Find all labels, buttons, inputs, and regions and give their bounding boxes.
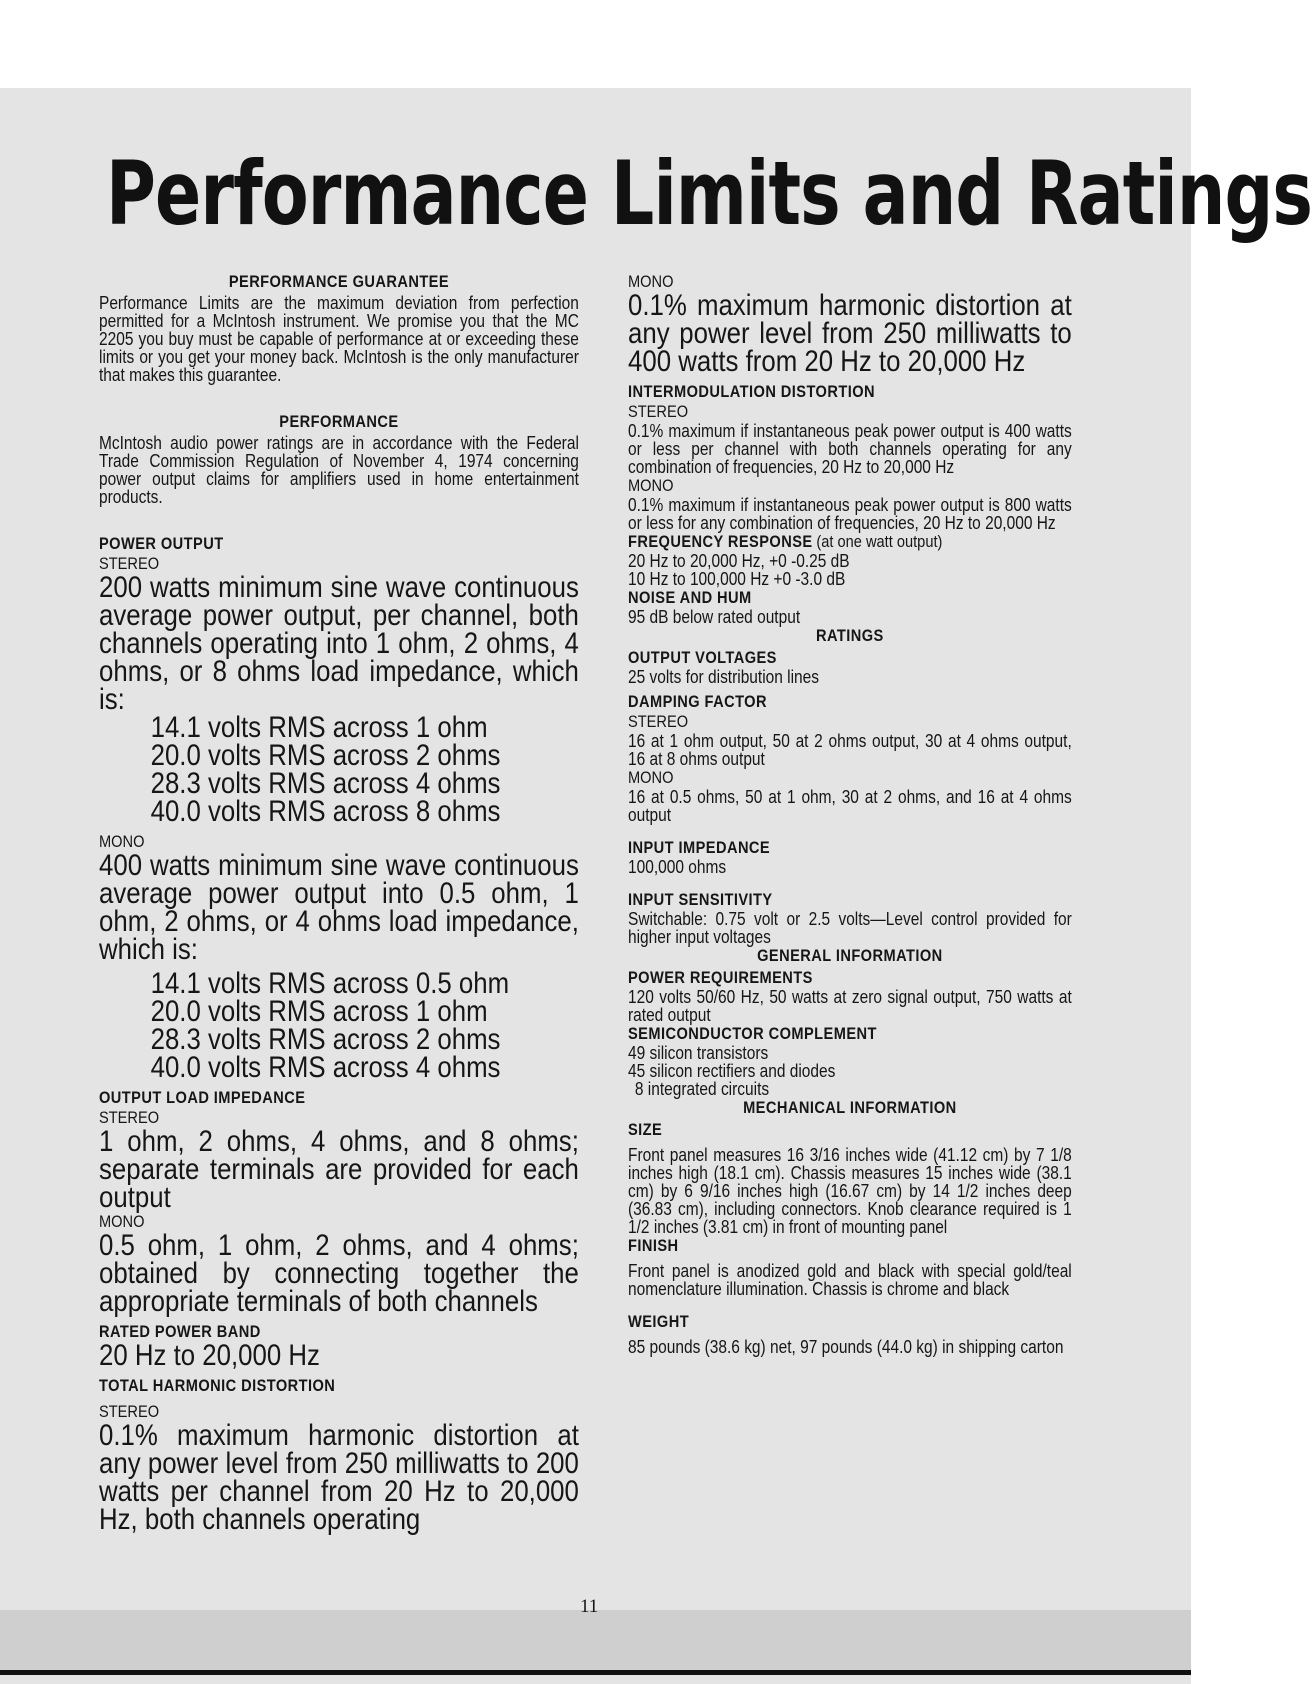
ratings-heading: RATINGS: [816, 626, 884, 645]
thd-mono-text: 0.1% maximum harmonic distortion at any power level from 250 milliwatts to 400 watts from 20 Hz to 20,000 Hz: [628, 289, 1072, 378]
load-mono-text: 0.5 ohm, 1 ohm, 2 ohms, and 4 ohms; obtained by connecting together the appropriate terminals of both channels: [99, 1229, 579, 1318]
load-stereo-text: 1 ohm, 2 ohms, 4 ohms, and 8 ohms; separate terminals are provided for each output: [99, 1125, 579, 1214]
damping-heading: DAMPING FACTOR: [628, 692, 767, 711]
stereo-power-text: 200 watts minimum sine wave continuous average power output, per channel, both channels operating into 1 ohm, 2 ohms, 4 ohms, or 8 ohms load impedance, which is:: [99, 571, 579, 716]
output-voltages-text: 25 volts for distribution lines: [628, 667, 820, 687]
size-heading: SIZE: [628, 1120, 663, 1139]
mono-power-text: 400 watts minimum sine wave continuous average power output into 0.5 ohm, 1 ohm, 2 ohms, or 4 ohms load impedance, which is:: [99, 849, 579, 966]
semiconductor-list: [628, 1044, 1072, 1098]
im-stereo-label: STEREO: [628, 402, 689, 421]
page-number: 11: [580, 1596, 599, 1617]
weight-heading: WEIGHT: [628, 1312, 690, 1331]
mono-volts-item: 40.0 volts RMS across 4 ohms: [150, 1051, 501, 1084]
mono-volts-list: [99, 967, 579, 1084]
noise-heading: NOISE AND HUM: [628, 588, 752, 607]
input-impedance-text: 100,000 ohms: [628, 857, 727, 877]
general-info-heading: GENERAL INFORMATION: [757, 946, 943, 965]
thd-mono-label: MONO: [628, 272, 674, 291]
input-sensitivity-heading: INPUT SENSITIVITY: [628, 890, 773, 909]
damping-stereo-text: 16 at 1 ohm output, 50 at 2 ohms output, 30 at 4 ohms output, 16 at 8 ohms output: [628, 731, 1072, 769]
power-band-text: 20 Hz to 20,000 Hz: [99, 1339, 320, 1372]
im-stereo-text: 0.1% maximum if instantaneous peak power output is 400 watts or less per channel with both channels operating for any combination of frequencies, 20 Hz to 20,000 Hz: [628, 421, 1072, 477]
mono-volts-item: 28.3 volts RMS across 2 ohms: [150, 1023, 501, 1056]
stereo-volts-item: 40.0 volts RMS across 8 ohms: [150, 795, 501, 828]
thd-stereo-text: 0.1% maximum harmonic distortion at any power level from 250 milliwatts to 200 watts per channel from 20 Hz to 20,000 Hz, both channels operating: [99, 1419, 579, 1536]
mono-volts-item: 20.0 volts RMS across 1 ohm: [150, 995, 488, 1028]
page-title: Performance Limits and Ratings: [106, 142, 1312, 245]
thd-heading: TOTAL HARMONIC DISTORTION: [99, 1376, 336, 1395]
performance-text: McIntosh audio power ratings are in accordance with the Federal Trade Commission Regulation of November 4, 1974 concerning power output claims for amplifiers used in home entertainment products.: [99, 433, 579, 507]
im-mono-label: MONO: [628, 476, 674, 495]
finish-text: Front panel is anodized gold and black with special gold/teal nomenclature illumination. Chassis is chrome and black: [628, 1261, 1072, 1299]
input-impedance-heading: INPUT IMPEDANCE: [628, 838, 771, 857]
output-voltages-heading: OUTPUT VOLTAGES: [628, 648, 777, 667]
freq-line: 10 Hz to 100,000 Hz +0 -3.0 dB: [628, 569, 846, 589]
guarantee-text: Performance Limits are the maximum deviation from perfection permitted for a McIntosh instrument. We promise you that the MC 2205 you buy must be capable of performance at or exceeding these limits or you get your money back. McIntosh is the only manufacturer that makes this guarantee.: [99, 293, 579, 385]
left-column: [99, 272, 579, 1534]
mechanical-info-heading: MECHANICAL INFORMATION: [743, 1098, 957, 1117]
load-stereo-label: STEREO: [99, 1108, 160, 1127]
mono-volts-item: 14.1 volts RMS across 0.5 ohm: [150, 967, 510, 1000]
semiconductor-heading: SEMICONDUCTOR COMPLEMENT: [628, 1024, 877, 1043]
load-impedance-heading: OUTPUT LOAD IMPEDANCE: [99, 1088, 306, 1107]
semiconductor-item: 45 silicon rectifiers and diodes: [628, 1061, 836, 1081]
stereo-volts-item: 14.1 volts RMS across 1 ohm: [150, 711, 488, 744]
power-output-heading: POWER OUTPUT: [99, 534, 224, 553]
finish-heading: FINISH: [628, 1236, 679, 1255]
damping-mono-label: MONO: [628, 768, 674, 787]
performance-heading: PERFORMANCE: [279, 412, 399, 431]
size-text: Front panel measures 16 3/16 inches wide (41.12 cm) by 7 1/8 inches high (18.1 cm). Chassis measures 15 inches wide (38.1 cm) by 6 9/16 inches high (16.67 cm) by 14 1/2 inches deep (36.83 cm), including connectors. Knob clearance required is 1 1/2 inches (3.81 cm) in front of mounting panel: [628, 1145, 1072, 1237]
noise-text: 95 dB below rated output: [628, 607, 801, 627]
stereo-volts-item: 20.0 volts RMS across 2 ohms: [150, 739, 501, 772]
thd-stereo-label: STEREO: [99, 1402, 160, 1421]
im-heading: INTERMODULATION DISTORTION: [628, 382, 875, 401]
damping-mono-text: 16 at 0.5 ohms, 50 at 1 ohm, 30 at 2 ohms, and 16 at 4 ohms output: [628, 787, 1072, 825]
input-sensitivity-text: Switchable: 0.75 volt or 2.5 volts—Level control provided for higher input voltages: [628, 909, 1072, 947]
im-mono-text: 0.1% maximum if instantaneous peak power output is 800 watts or less for any combination of frequencies, 20 Hz to 20,000 Hz: [628, 495, 1072, 533]
semiconductor-item: 49 silicon transistors: [628, 1043, 769, 1063]
freq-heading: FREQUENCY RESPONSE: [628, 532, 813, 551]
bottom-rule: [0, 1670, 1191, 1675]
stereo-volts-item: 28.3 volts RMS across 4 ohms: [150, 767, 501, 800]
guarantee-heading: PERFORMANCE GUARANTEE: [228, 272, 450, 291]
right-column: [628, 272, 1072, 1356]
page-bottom-band: [0, 1610, 1191, 1670]
damping-stereo-label: STEREO: [628, 712, 689, 731]
load-mono-label: MONO: [99, 1212, 145, 1231]
weight-text: 85 pounds (38.6 kg) net, 97 pounds (44.0 kg) in shipping carton: [628, 1337, 1064, 1357]
freq-note: (at one watt output): [816, 532, 943, 551]
power-requirements-heading: POWER REQUIREMENTS: [628, 968, 813, 987]
power-requirements-text: 120 volts 50/60 Hz, 50 watts at zero signal output, 750 watts at rated output: [628, 987, 1072, 1025]
freq-line: 20 Hz to 20,000 Hz, +0 -0.25 dB: [628, 551, 850, 571]
power-band-heading: RATED POWER BAND: [99, 1322, 261, 1341]
mono-label: MONO: [99, 832, 145, 851]
stereo-label: STEREO: [99, 554, 160, 573]
freq-lines: [628, 552, 1072, 588]
semiconductor-item: 8 integrated circuits: [634, 1079, 770, 1099]
stereo-volts-list: [99, 711, 579, 828]
